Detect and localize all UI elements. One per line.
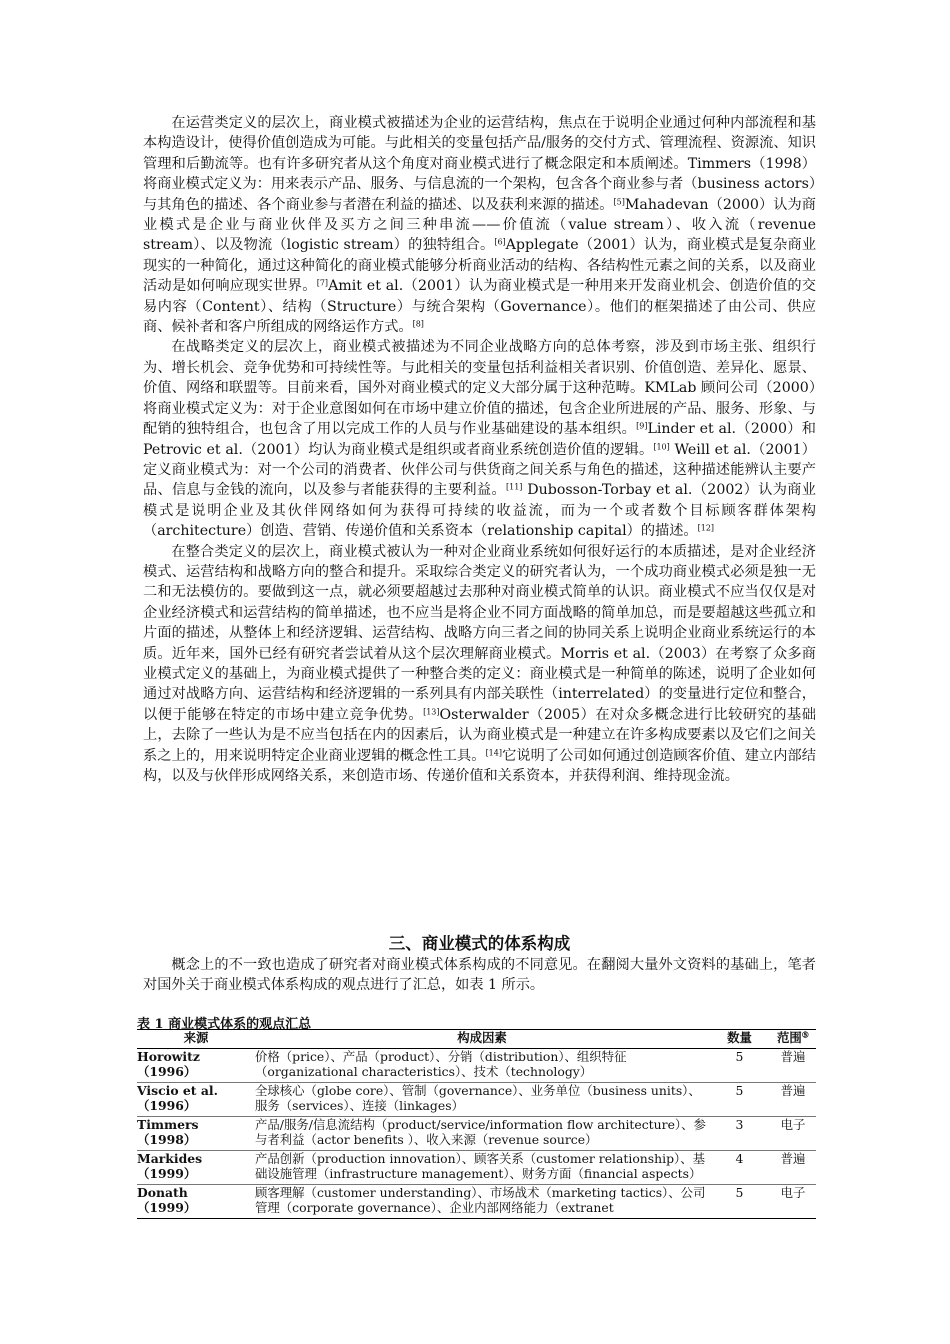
section-paragraph: 概念上的不一致也造成了研究者对商业模式体系构成的不同意见。在翻阅大量外文资料的基础上，笔者对国外关于商业模式体系构成的观点进行了汇总，如表 1 所示。 — [143, 957, 816, 994]
source-author: Horowitz — [137, 1048, 200, 1064]
source-year: （1998） — [137, 1132, 197, 1147]
table-body — [137, 1048, 816, 1218]
cell-scope: 普遍 — [770, 1150, 816, 1184]
citation-ref: [8] — [412, 319, 424, 329]
citation-ref: [5] — [613, 197, 625, 207]
table-header-row — [137, 1030, 816, 1049]
citation-ref: [6] — [494, 238, 506, 248]
table-row — [137, 1184, 816, 1218]
cell-scope: 普遍 — [770, 1082, 816, 1116]
source-year: （1999） — [137, 1200, 197, 1215]
source-author: Donath — [137, 1184, 188, 1200]
table-row — [137, 1048, 816, 1082]
cell-count: 5 — [709, 1048, 770, 1082]
table-row — [137, 1116, 816, 1150]
cell-count: 5 — [709, 1184, 770, 1218]
source-author: Markides — [137, 1150, 203, 1166]
citation-ref: [12] — [697, 523, 715, 533]
cell-factors: 顾客理解（customer understanding）、市场战术（marketing tactics）、公司管理（corporate governance）、企业内部网络能力（extranet — [255, 1184, 709, 1218]
cell-factors: 全球核心（globe core）、管制（governance）、业务单位（business units）、服务（services）、连接（linkages） — [255, 1082, 709, 1116]
cell-factors: 价格（price）、产品（product）、分销（distribution）、组织特征（organizational characteristics）、技术（technology） — [255, 1048, 709, 1082]
citation-ref: [9] — [636, 421, 648, 431]
source-year: （1996） — [137, 1064, 197, 1079]
section-heading: 三、商业模式的体系构成 — [388, 934, 571, 953]
header-scope-mark: ⑤ — [801, 1029, 809, 1040]
cell-source — [137, 1082, 255, 1116]
cell-source — [137, 1048, 255, 1082]
cell-scope: 普遍 — [770, 1048, 816, 1082]
cell-count: 5 — [709, 1082, 770, 1116]
cell-scope: 电子 — [770, 1116, 816, 1150]
paragraph-operational: 在运营类定义的层次上，商业模式被描述为企业的运营结构，焦点在于说明企业通过何种内部流程和基本构造设计，使得价值创造成为可能。与此相关的变量包括产品/服务的交付方式、管理流程、资源流、知识管理和后勤流等。也有许多研究者从这个角度对商业模式进行了概念限定和本质阐述。Timmers（1998）将商业模式定义为：用来表示产品、服务、与信息流的一个架构，包含各个商业参与者（business actors）与其角色的描述、各个商业参与者潜在利益的描述、以及获利来源的描述。[5]Mahadevan（2000）认为商业模式是企业与商业伙伴及买方之间三种串流——价值流（value stream）、收入流（revenue stream）、以及物流（logistic stream）的独特组合。[6]Applegate（2001）认为，商业模式是复杂商业现实的一种简化，通过这种简化的商业模式能够分析商业活动的结构、各结构性元素之间的关系，以及商业活动是如何响应现实世界。[7]Amit et al.（2001）认为商业模式是一种用来开发商业机会、创造价值的交易内容（Content）、结构（Structure）与统合架构（Governance）。他们的框架描述了由公司、供应商、候补者和客户所组成的网络运作方式。[8] — [143, 115, 817, 336]
paragraph-integrated: 在整合类定义的层次上，商业模式被认为一种对企业商业系统如何很好运行的本质描述，是对企业经济模式、运营结构和战略方向的整合和提升。采取综合类定义的研究者认为，一个成功商业模式必须是独一无二和无法模仿的。要做到这一点，就必须要超越过去那种对商业模式简单的认识。商业模式不应当仅仅是对企业经济模式和运营结构的简单描述，也不应当是将企业不同方面战略的简单加总，而是要超越这些孤立和片面的描述，从整体上和经济逻辑、运营结构、战略方向三者之间的协同关系上说明企业商业系统运行的本质。近年来，国外已经有研究者尝试着从这个层次理解商业模式。Morris et al.（2003）在考察了众多商业模式定义的基础上，为商业模式提供了一种整合类的定义：商业模式是一种简单的陈述，说明了企业如何通过对战略方向、运营结构和经济逻辑的一系列具有内部关联性（interrelated）的变量进行定位和整合，以便于能够在特定的市场中建立竞争优势。[13]Osterwalder（2005）在对众多概念进行比较研究的基础上，去除了一些认为是不应当包括在内的因素后，认为商业模式是一种建立在许多构成要素以及它们之间关系之上的，用来说明特定企业商业逻辑的概念性工具。[14]它说明了公司如何通过创造顾客价值、建立内部结构，以及与伙伴形成网络关系，来创造市场、传递价值和关系资本，并获得利润、维持现金流。 — [143, 543, 816, 784]
citation-ref: [10] — [653, 442, 670, 452]
table-row — [137, 1150, 816, 1184]
citation-ref: [14] — [485, 748, 502, 758]
source-year: （1996） — [137, 1098, 197, 1113]
header-scope-label: 范围 — [777, 1030, 802, 1045]
cell-source — [137, 1184, 255, 1218]
header-count: 数量 — [709, 1030, 770, 1049]
cell-factors: 产品/服务/信息流结构（product/service/information flow architecture）、参与者利益（actor benefits ）、收入来源（revenue source） — [255, 1116, 709, 1150]
section-intro — [143, 955, 816, 996]
cell-factors: 产品创新（production innovation）、顾客关系（customer relationship）、基础设施管理（infrastructure management）、财务方面（financial aspects） — [255, 1150, 709, 1184]
viewpoint-table — [137, 1029, 816, 1219]
table-row — [137, 1082, 816, 1116]
header-factors: 构成因素 — [255, 1030, 709, 1049]
citation-ref: [13] — [423, 707, 440, 717]
cell-count: 4 — [709, 1150, 770, 1184]
cell-count: 3 — [709, 1116, 770, 1150]
source-year: （1999） — [137, 1166, 197, 1181]
body-text — [143, 113, 816, 786]
table-container — [137, 1029, 816, 1219]
header-scope — [770, 1030, 816, 1049]
cell-source — [137, 1116, 255, 1150]
table-caption: 表 1 商业模式体系的观点汇总 — [137, 1017, 312, 1032]
header-source: 来源 — [137, 1030, 255, 1049]
cell-source — [137, 1150, 255, 1184]
cell-scope: 电子 — [770, 1184, 816, 1218]
source-author: Timmers — [137, 1116, 199, 1132]
source-author: Viscio et al. — [137, 1082, 218, 1098]
citation-ref: [7] — [316, 278, 329, 288]
paragraph-strategic: 在战略类定义的层次上，商业模式被描述为不同企业战略方向的总体考察，涉及到市场主张、组织行为、增长机会、竞争优势和可持续性等。与此相关的变量包括利益相关者识别、价值创造、差异化、愿景、价值、网络和联盟等。目前来看，国外对商业模式的定义大部分属于这种范畴。KMLab 顾问公司（2000）将商业模式定义为：对于企业意图如何在市场中建立价值的描述，包含企业所进展的产品、服务、形象、与配销的独特组合，也包含了用以完成工作的人员与作业基础建设的基本组织。[9]Linder et al.（2000）和 Petrovic et al.（2001）均认为商业模式是组织或者商业系统创造价值的逻辑。[10] Weill et al.（2001）定义商业模式为：对一个公司的消费者、伙伴公司与供货商之间关系与角色的描述，这种描述能辨认主要产品、信息与金钱的流向，以及参与者能获得的主要利益。[11] Dubosson-Torbay et al.（2002）认为商业模式是说明企业及其伙伴网络如何为获得可持续的收益流，而为一个或者数个目标顾客群体架构（architecture）创造、营销、传递价值和关系资本（relationship capital）的描述。[12] — [143, 339, 816, 540]
citation-ref: [11] — [505, 482, 523, 492]
